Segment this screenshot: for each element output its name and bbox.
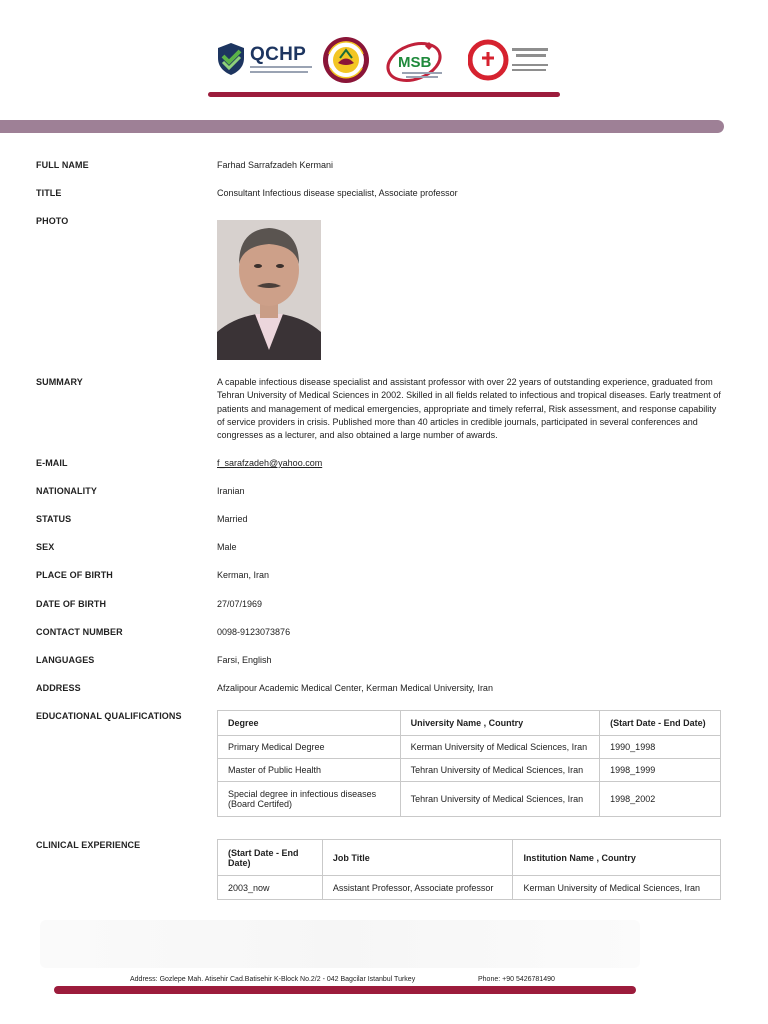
summary-value: A capable infectious disease specialist and assistant professor with over 22 years of outstanding experience, graduated from Tehran University of Medical Sciences in 2002. Skilled in all fields related to infectious and tropical diseases. Early treatment of patients and management of medical emergencies, appropriate and timely referral, Risk assessment, and response capability of service providers in crisis. Published more than 40 articles in credible journals, participated in several conferences and congresses as a lecturer, and also obtained a large number of awards. — [217, 377, 721, 441]
contact-number-label: CONTACT NUMBER — [36, 627, 123, 637]
email-link[interactable]: f_sarafzadeh@yahoo.com — [217, 458, 323, 468]
table-row — [218, 759, 721, 782]
table-row — [218, 736, 721, 759]
full-name-value: Farhad Sarrafzadeh Kermani — [217, 160, 334, 170]
svg-text:MSB: MSB — [398, 54, 432, 71]
table-row — [218, 876, 721, 900]
languages-value: Farsi, English — [217, 655, 272, 665]
date-range-cell: 1998_2002 — [600, 782, 721, 817]
status-label: STATUS — [36, 514, 72, 524]
state-of-qatar-seal — [320, 36, 372, 84]
date-range-cell: 2003_now — [218, 876, 323, 900]
shield-check-icon — [216, 42, 246, 76]
qchp-logo — [216, 42, 312, 80]
full-name-label: FULL NAME — [36, 160, 89, 170]
summary-label: SUMMARY — [36, 377, 83, 387]
oman-ministry-of-health-logo — [468, 36, 556, 84]
column-header: (Start Date - End Date) — [600, 711, 721, 736]
title-value: Consultant Infectious disease specialist, Associate professor — [217, 188, 458, 198]
title-label: TITLE — [36, 188, 62, 198]
qchp-wordmark: QCHP — [250, 44, 307, 65]
university-cell: Kerman University of Medical Sciences, Iran — [400, 736, 600, 759]
contact-number-value: 0098-9123073876 — [217, 627, 291, 637]
degree-cell: Master of Public Health — [218, 759, 401, 782]
clinical-experience-table — [217, 839, 721, 900]
column-header: Institution Name , Country — [513, 840, 721, 876]
date-of-birth-label: DATE OF BIRTH — [36, 599, 107, 609]
university-cell: Tehran University of Medical Sciences, Iran — [400, 782, 600, 817]
education-table — [217, 710, 721, 817]
table-header-row — [218, 840, 721, 876]
address-label: ADDRESS — [36, 683, 81, 693]
qchp-tagline — [250, 71, 308, 73]
column-header: Job Title — [322, 840, 513, 876]
date-of-birth-value: 27/07/1969 — [217, 599, 263, 609]
header-divider — [208, 92, 560, 97]
university-cell: Tehran University of Medical Sciences, Iran — [400, 759, 600, 782]
clinical-experience-label: CLINICAL EXPERIENCE — [36, 840, 141, 850]
profile-photo — [217, 220, 321, 360]
date-range-cell: 1990_1998 — [600, 736, 721, 759]
section-banner — [0, 120, 724, 133]
watermark — [40, 920, 640, 968]
msb-logo — [384, 36, 468, 84]
photo-label: PHOTO — [36, 216, 69, 226]
header-logos — [216, 36, 556, 88]
nationality-label: NATIONALITY — [36, 486, 97, 496]
column-header: University Name , Country — [400, 711, 600, 736]
status-value: Married — [217, 514, 248, 524]
table-row — [218, 782, 721, 817]
footer-phone: Phone: +90 5426781490 — [478, 976, 555, 983]
sex-label: SEX — [36, 542, 55, 552]
degree-cell: Special degree in infectious diseases (Board Certifed) — [218, 782, 401, 817]
place-of-birth-label: PLACE OF BIRTH — [36, 570, 113, 580]
column-header: (Start Date - End Date) — [218, 840, 323, 876]
qchp-tagline — [250, 66, 312, 68]
languages-label: LANGUAGES — [36, 655, 95, 665]
degree-cell: Primary Medical Degree — [218, 736, 401, 759]
education-label: EDUCATIONAL QUALIFICATIONS — [36, 711, 182, 721]
table-header-row — [218, 711, 721, 736]
job-title-cell: Assistant Professor, Associate professor — [322, 876, 513, 900]
institution-cell: Kerman University of Medical Sciences, Iran — [513, 876, 721, 900]
footer-divider — [54, 986, 636, 994]
place-of-birth-value: Kerman, Iran — [217, 570, 270, 580]
footer-address: Address: Gozlepe Mah. Atisehir Cad.Batisehir K-Block No.2/2 - 042 Bagcilar Istanbul Turkey — [130, 976, 416, 983]
address-value: Afzalipour Academic Medical Center, Kerman Medical University, Iran — [217, 683, 493, 693]
email-label: E-MAIL — [36, 458, 68, 468]
sex-value: Male — [217, 542, 237, 552]
column-header: Degree — [218, 711, 401, 736]
date-range-cell: 1998_1999 — [600, 759, 721, 782]
nationality-value: Iranian — [217, 486, 245, 496]
